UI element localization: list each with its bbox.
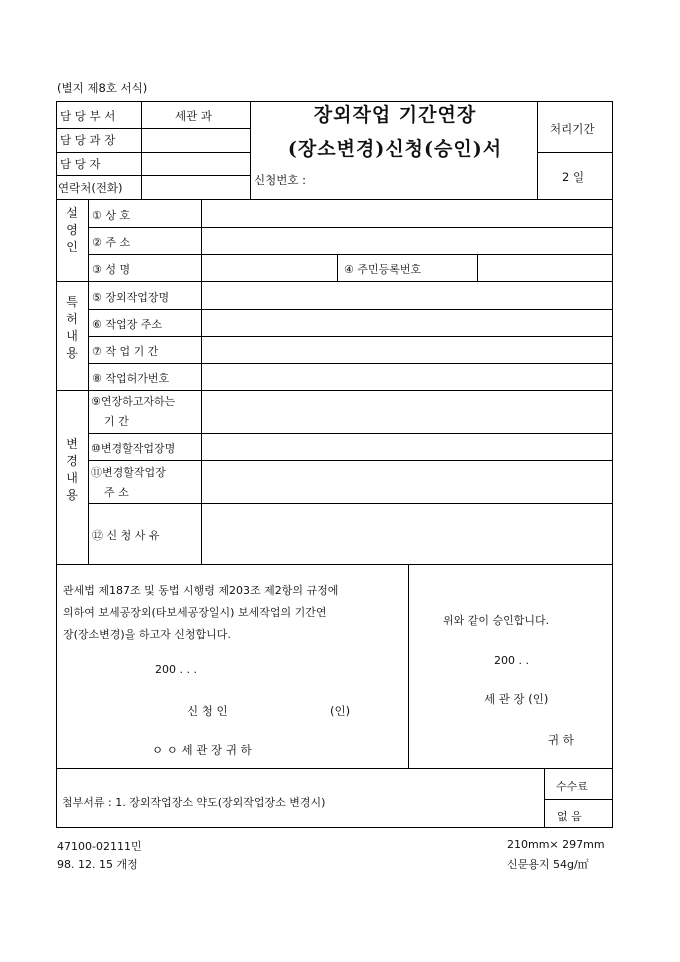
form-title-line1: 장외작업 기간연장 (313, 104, 477, 126)
attachment-text: 첨부서류 : 1. 장외작업장소 약도(장외작업장소 변경시) (62, 796, 326, 809)
applicant-seal: (인) (330, 704, 351, 718)
dept-value: 세관 과 (175, 109, 212, 123)
section-chief-label: 담 당 과 장 (60, 133, 116, 147)
approval-recipient: 귀 하 (548, 733, 574, 747)
row-label-new-site-address-1: ⑪변경할작업장 (91, 466, 166, 479)
paper-type: 신문용지 54g/㎡ (507, 858, 589, 871)
approval-text: 위와 같이 승인합니다. (443, 614, 550, 627)
processing-period-value: 2 일 (562, 170, 585, 184)
contact-label: 연락처(전화) (58, 181, 123, 195)
row-label-extension-period-1: ⑨연장하고자하는 (91, 395, 176, 408)
dept-label: 담 당 부 서 (60, 109, 116, 123)
row-label-extension-period-2: 기 간 (104, 415, 129, 428)
fee-value: 없 음 (557, 810, 582, 823)
revision-date: 98. 12. 15 개정 (57, 858, 138, 871)
statement-line-2: 의하여 보세공장외(타보세공장일시) 보세작업의 기간연 (63, 606, 327, 619)
group-label-applicant: 설 영 인 (66, 206, 78, 254)
paper-size: 210mm× 297mm (507, 838, 605, 851)
application-date: 200 . . . (155, 663, 197, 676)
row-label-work-site-name: ⑤ 장외작업장명 (92, 291, 170, 304)
form-number-label: (별지 제8호 서식) (57, 81, 148, 95)
person-in-charge-label: 담 당 자 (60, 157, 101, 171)
processing-period-label: 처리기간 (550, 122, 595, 136)
fee-label: 수수료 (556, 780, 588, 793)
approval-date: 200 . . (494, 654, 529, 667)
statement-line-3: 장(장소변경)을 하고자 신청합니다. (63, 628, 231, 641)
row-label-name: ③ 성 명 (92, 263, 131, 276)
row-label-work-site-address: ⑥ 작업장 주소 (92, 318, 162, 331)
row-label-reason: ⑫ 신 청 사 유 (92, 529, 160, 542)
application-number-label: 신청번호 : (254, 173, 306, 187)
row-label-business-name: ① 상 호 (92, 209, 131, 222)
applicant-label: 신 청 인 (187, 704, 228, 718)
statement-recipient: ㅇ ㅇ 세 관 장 귀 하 (152, 743, 252, 757)
row-label-address: ② 주 소 (92, 236, 131, 249)
row-label-new-site-address-2: 주 소 (104, 486, 129, 499)
customs-chief-seal: 세 관 장 (인) (484, 692, 549, 706)
row-label-resident-number: ④ 주민등록번호 (344, 263, 422, 276)
row-label-new-site-name: ⑩변경할작업장명 (91, 442, 176, 455)
group-label-patent: 특 허 내 용 (66, 295, 78, 360)
row-label-permit-number: ⑧ 작업허가번호 (92, 372, 170, 385)
form-code: 47100-02111민 (57, 840, 142, 853)
form-title-line2: (장소변경)신청(승인)서 (287, 138, 503, 160)
statement-line-1: 관세법 제187조 및 동법 시행령 제203조 제2항의 규정에 (63, 584, 339, 597)
row-label-work-period: ⑦ 작 업 기 간 (92, 345, 159, 358)
group-label-change: 변 경 내 용 (66, 437, 78, 502)
